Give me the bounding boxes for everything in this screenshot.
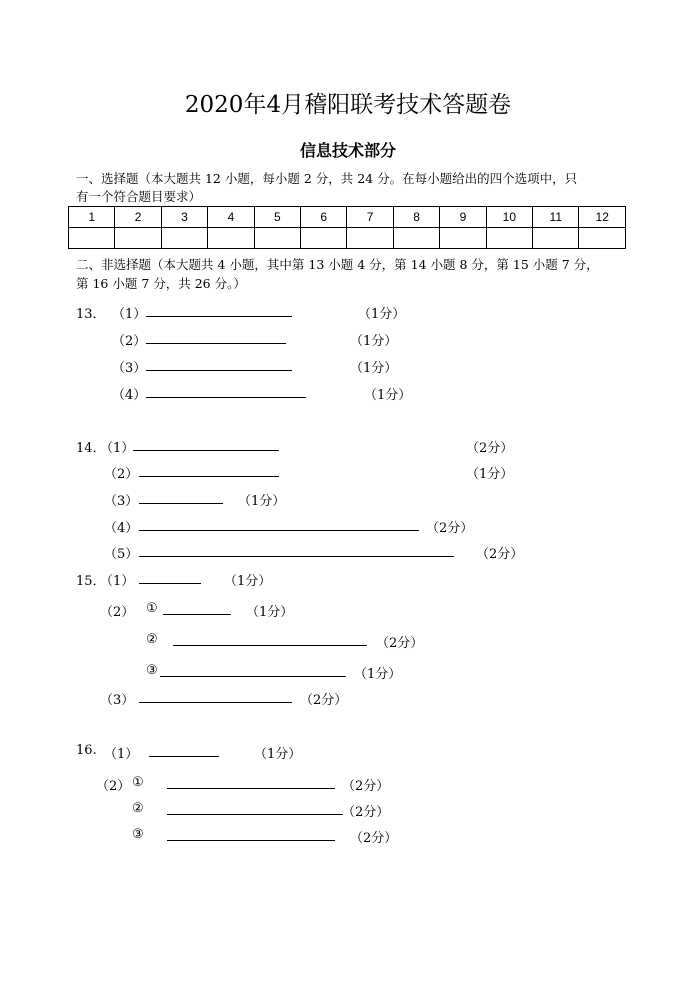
q13-item4-label: （4） bbox=[112, 388, 147, 403]
answer-cell[interactable] bbox=[301, 228, 347, 249]
answer-grid-blanks bbox=[69, 228, 626, 249]
q15-label: 15． bbox=[76, 574, 106, 589]
q15-item2-score: （1分） bbox=[246, 605, 294, 620]
grid-number: 9 bbox=[440, 207, 486, 228]
q16-item4-sub: ③ bbox=[132, 827, 144, 842]
section2-instruction-line2: 第 16 小题 7 分，共 26 分。） bbox=[76, 276, 246, 291]
q14-item1-answer-line[interactable] bbox=[133, 450, 279, 451]
section1-instruction-line1: 一、选择题（本大题共 12 小题，每小题 2 分，共 24 分。在每小题给出的四个选项中，只 bbox=[76, 171, 578, 186]
q15-item2-label: （2） bbox=[100, 605, 135, 620]
grid-number: 2 bbox=[115, 207, 161, 228]
q14-item4-label: （4） bbox=[104, 521, 139, 536]
q15-item5-answer-line[interactable] bbox=[139, 702, 292, 703]
q15-item4-answer-line[interactable] bbox=[160, 676, 346, 677]
answer-cell[interactable] bbox=[533, 228, 579, 249]
q16-item4-answer-line[interactable] bbox=[167, 840, 335, 841]
q15-item1-answer-line[interactable] bbox=[139, 583, 201, 584]
q15-item3-score: （2分） bbox=[376, 636, 424, 651]
grid-number: 11 bbox=[533, 207, 579, 228]
grid-number: 6 bbox=[301, 207, 347, 228]
q14-item4-answer-line[interactable] bbox=[139, 530, 419, 531]
q13-item1-score: （1分） bbox=[358, 307, 406, 322]
grid-number: 4 bbox=[208, 207, 254, 228]
answer-cell[interactable] bbox=[115, 228, 161, 249]
q14-item1-label: （1） bbox=[100, 441, 135, 456]
grid-number: 12 bbox=[579, 207, 626, 228]
section1-instruction-line2: 有一个符合题目要求） bbox=[76, 189, 202, 204]
q15-item3-sub: ② bbox=[146, 632, 158, 647]
answer-cell[interactable] bbox=[161, 228, 207, 249]
q14-item3-answer-line[interactable] bbox=[139, 503, 223, 504]
grid-number: 7 bbox=[347, 207, 393, 228]
answer-grid bbox=[68, 206, 626, 249]
q14-item2-score: （1分） bbox=[466, 467, 514, 482]
q14-item2-answer-line[interactable] bbox=[139, 476, 279, 477]
q15-item3-answer-line[interactable] bbox=[173, 645, 367, 646]
q13-item3-label: （3） bbox=[112, 361, 147, 376]
q13-item3-answer-line[interactable] bbox=[146, 370, 292, 371]
grid-number: 5 bbox=[254, 207, 300, 228]
q16-item1-score: （1分） bbox=[254, 747, 302, 762]
q16-item3-score: （2分） bbox=[342, 805, 390, 820]
answer-cell[interactable] bbox=[440, 228, 486, 249]
q13-label: 13． bbox=[76, 307, 106, 322]
q13-item2-answer-line[interactable] bbox=[146, 343, 286, 344]
grid-number: 8 bbox=[393, 207, 439, 228]
section-subtitle: 信息技术部分 bbox=[299, 141, 396, 160]
q14-item5-score: （2分） bbox=[476, 547, 524, 562]
q16-item3-answer-line[interactable] bbox=[167, 814, 343, 815]
q16-item1-answer-line[interactable] bbox=[149, 756, 219, 757]
answer-cell[interactable] bbox=[486, 228, 532, 249]
q16-item2-sub: ① bbox=[132, 775, 144, 790]
grid-number: 10 bbox=[486, 207, 532, 228]
q16-item2-score: （2分） bbox=[342, 779, 390, 794]
q13-item2-label: （2） bbox=[112, 334, 147, 349]
answer-cell[interactable] bbox=[69, 228, 115, 249]
q16-item3-sub: ② bbox=[132, 801, 144, 816]
answer-grid-numbers bbox=[69, 207, 626, 228]
answer-cell[interactable] bbox=[208, 228, 254, 249]
q16-item2-answer-line[interactable] bbox=[167, 788, 335, 789]
grid-number: 3 bbox=[161, 207, 207, 228]
q13-item3-score: （1分） bbox=[350, 361, 398, 376]
q13-item2-score: （1分） bbox=[350, 334, 398, 349]
q15-item1-score: （1分） bbox=[224, 574, 272, 589]
section2-instruction-line1: 二、非选择题（本大题共 4 小题，其中第 13 小题 4 分，第 14 小题 8 分，第 15 小题 7 分， bbox=[76, 257, 599, 272]
page-title: 2020年4月稽阳联考技术答题卷 bbox=[184, 92, 512, 118]
q13-item4-score: （1分） bbox=[364, 388, 412, 403]
q16-item2-label: （2） bbox=[96, 779, 131, 794]
q14-item3-label: （3） bbox=[104, 494, 139, 509]
q14-item2-label: （2） bbox=[104, 467, 139, 482]
q15-item4-sub: ③ bbox=[146, 663, 158, 678]
q15-item5-label: （3） bbox=[100, 693, 135, 708]
q14-item1-score: （2分） bbox=[466, 441, 514, 456]
q14-item5-answer-line[interactable] bbox=[139, 556, 454, 557]
q15-item2-sub: ① bbox=[146, 601, 158, 616]
q13-item1-label: （1） bbox=[112, 307, 147, 322]
q15-item4-score: （1分） bbox=[354, 667, 402, 682]
grid-number: 1 bbox=[69, 207, 115, 228]
q13-item1-answer-line[interactable] bbox=[146, 316, 292, 317]
q14-item4-score: （2分） bbox=[426, 521, 474, 536]
q16-label: 16. bbox=[76, 743, 97, 758]
q15-item2-answer-line[interactable] bbox=[163, 614, 231, 615]
answer-cell[interactable] bbox=[347, 228, 393, 249]
q15-item1-label: （1） bbox=[100, 574, 135, 589]
answer-cell[interactable] bbox=[393, 228, 439, 249]
q13-item4-answer-line[interactable] bbox=[146, 397, 306, 398]
q14-item3-score: （1分） bbox=[238, 494, 286, 509]
q15-item5-score: （2分） bbox=[300, 693, 348, 708]
q16-item4-score: （2分） bbox=[350, 831, 398, 846]
q16-item1-label: （1） bbox=[104, 747, 139, 762]
answer-cell[interactable] bbox=[254, 228, 300, 249]
answer-cell[interactable] bbox=[579, 228, 626, 249]
q14-item5-label: （5） bbox=[104, 547, 139, 562]
q14-label: 14． bbox=[76, 441, 106, 456]
